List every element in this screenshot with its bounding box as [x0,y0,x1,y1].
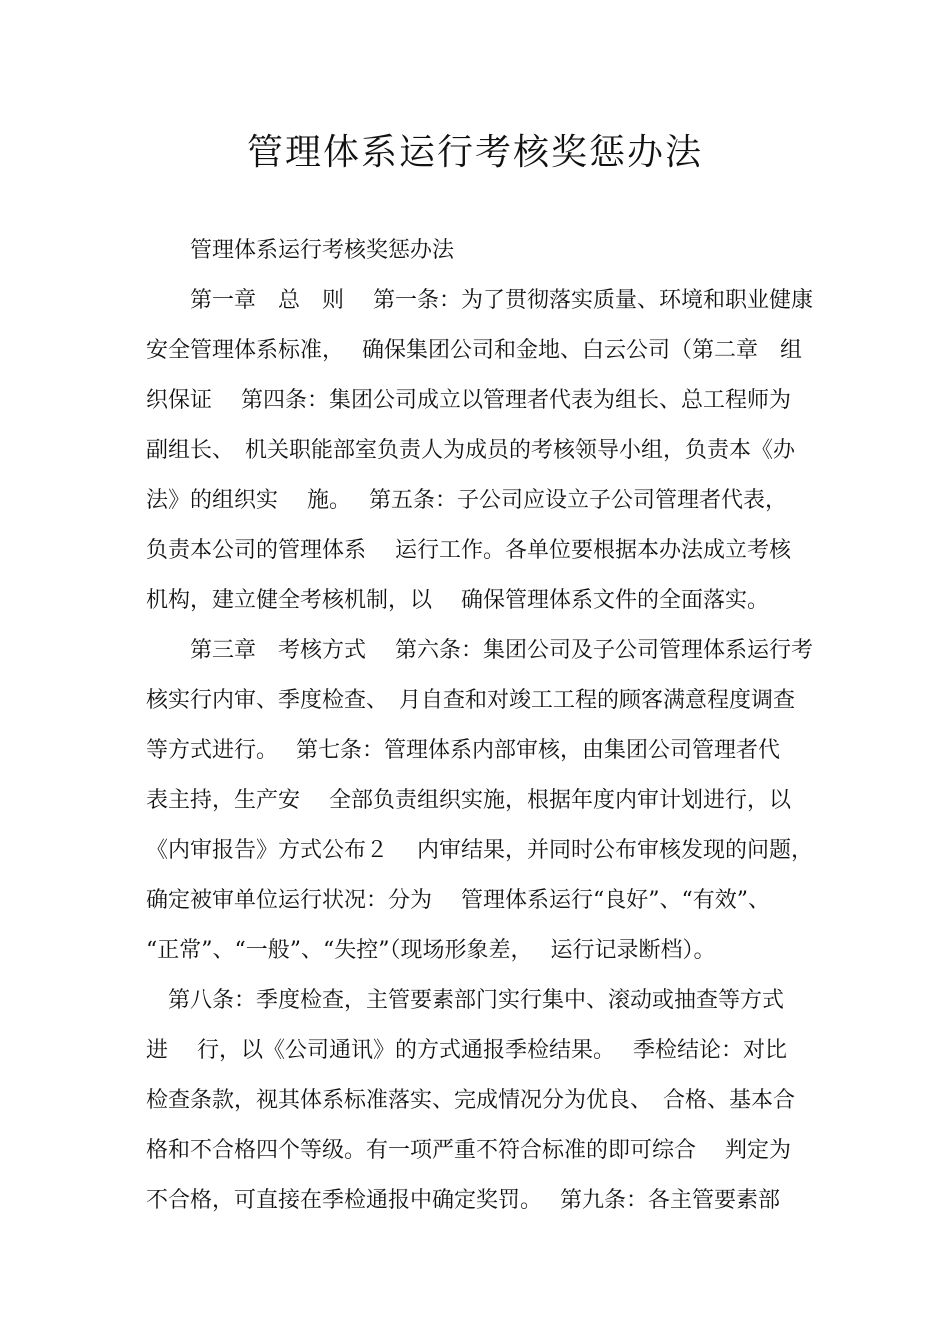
body-line: 机构，建立健全考核机制，以 确保管理体系文件的全面落实。 [146,588,769,613]
body-line: 第八条：季度检查，主管要素部门实行集中、滚动或抽查等方式 [168,988,785,1013]
body-line: 第一章 总 则 第一条：为了贯彻落实质量、环境和职业健康 [190,288,813,313]
body-line: 确定被审单位运行状况：分为 管理体系运行“良好”、“有效”、 [146,888,770,913]
body-line: 格和不合格四个等级。有一项严重不符合标准的即可综合 判定为 [146,1138,791,1163]
body-line: 《内审报告》方式公布２ 内审结果，并同时公布审核发现的问题， [146,838,813,863]
body-line: 安全管理体系标准， 确保集团公司和金地、白云公司（第二章 组 [146,338,802,363]
body-line: 表主持，生产安 全部负责组织实施，根据年度内审计划进行，以 [146,788,791,813]
body-line: 进 行，以《公司通讯》的方式通报季检结果。 季检结论：对比 [146,1038,787,1063]
body-line: 等方式进行。 第七条：管理体系内部审核，由集团公司管理者代 [146,738,780,763]
body-line: 第三章 考核方式 第六条：集团公司及子公司管理体系运行考 [190,638,813,663]
body-line: 织保证 第四条：集团公司成立以管理者代表为组长、总工程师为 [146,388,791,413]
body-line: 核实行内审、季度检查、 月自查和对竣工工程的顾客满意程度调查 [146,688,796,713]
body-line: 管理体系运行考核奖惩办法 [190,238,455,263]
body-line: 副组长、 机关职能部室负责人为成员的考核领导小组，负责本《办 [146,438,796,463]
body-line: 法》的组织实 施。 第五条：子公司应设立子公司管理者代表， [146,488,787,513]
body-line: 检查条款，视其体系标准落实、完成情况分为优良、 合格、基本合 [146,1088,796,1113]
body-line: 负责本公司的管理体系 运行工作。各单位要根据本办法成立考核 [146,538,791,563]
body-line: “正常”、“一般”、“失控”（现场形象差， 运行记录断档）。 [146,938,716,963]
document-title: 管理体系运行考核奖惩办法 [246,132,703,173]
body-line: 不合格，可直接在季检通报中确定奖罚。 第九条：各主管要素部 [146,1188,780,1213]
